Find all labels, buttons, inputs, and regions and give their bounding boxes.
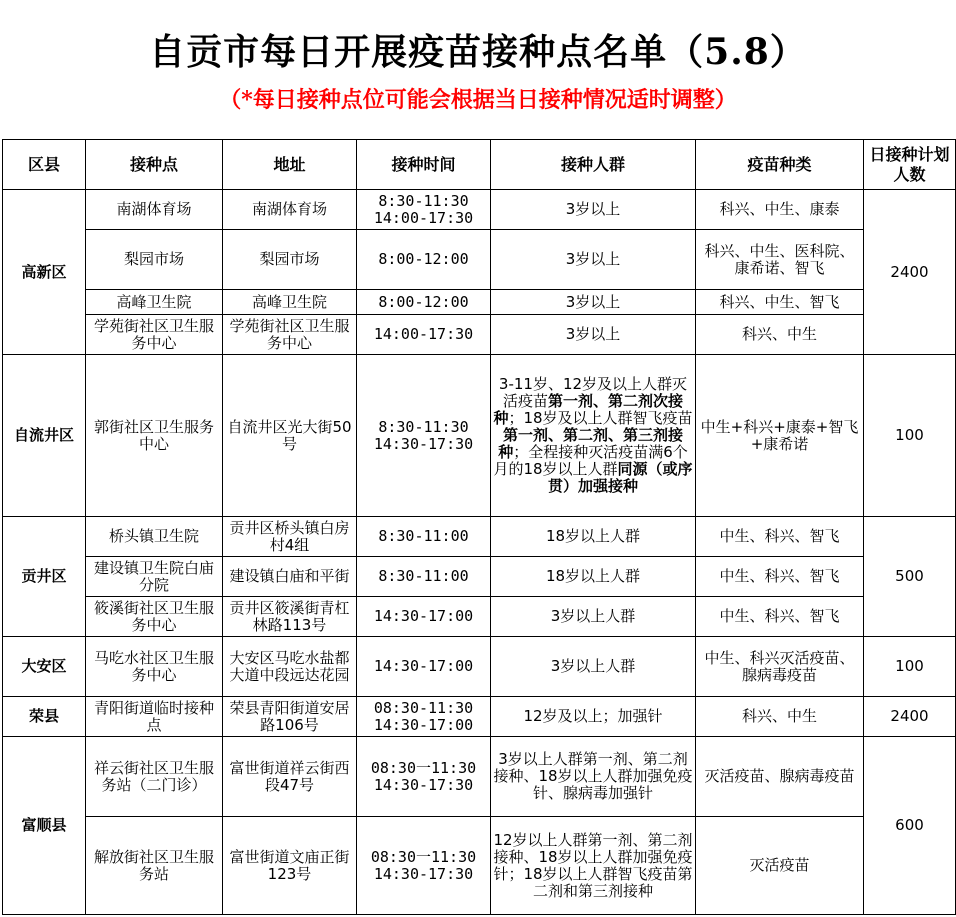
table-row [3,557,956,597]
address-cell: 建设镇白庙和平街 [223,557,357,597]
site-cell: 高峰卫生院 [86,290,223,315]
district-cell: 荣县 [3,697,86,737]
time-cell: 14:30-17:00 [357,597,491,637]
vaccination-schedule-table [2,139,956,915]
address-cell: 富世街道文庙正街123号 [223,817,357,915]
time-cell: 8:00-12:00 [357,230,491,290]
time-cell: 8:30-11:00 [357,517,491,557]
address-cell: 贡井区筱溪街青杠林路113号 [223,597,357,637]
time-cell: 8:30-11:30 14:30-17:30 [357,355,491,517]
plan-cell: 500 [864,517,956,637]
table-row [3,290,956,315]
header-vaccine: 疫苗种类 [696,140,864,190]
crowd-cell: 3岁以上 [491,290,696,315]
table-row [3,517,956,557]
time-cell: 08:30一11:30 14:30-17:30 [357,817,491,915]
vaccine-cell: 科兴、中生、医科院、康希诺、智飞 [696,230,864,290]
address-cell: 南湖体育场 [223,190,357,230]
table-row [3,817,956,915]
plan-cell: 2400 [864,190,956,355]
site-cell: 郭街社区卫生服务中心 [86,355,223,517]
address-cell: 学苑街社区卫生服务中心 [223,315,357,355]
table-row [3,637,956,697]
vaccine-cell: 灭活疫苗 [696,817,864,915]
header-plan: 日接种计划人数 [864,140,956,190]
crowd-cell: 3岁以上 [491,230,696,290]
site-cell: 祥云街社区卫生服务站（二门诊） [86,737,223,817]
vaccine-cell: 科兴、中生、康泰 [696,190,864,230]
plan-cell: 100 [864,637,956,697]
table-header-row [3,140,956,190]
crowd-cell: 18岁以上人群 [491,557,696,597]
header-address: 地址 [223,140,357,190]
vaccine-cell: 科兴、中生 [696,315,864,355]
site-cell: 学苑街社区卫生服务中心 [86,315,223,355]
site-cell: 马吃水社区卫生服务中心 [86,637,223,697]
time-cell: 8:00-12:00 [357,290,491,315]
page-subtitle: （*每日接种点位可能会根据当日接种情况适时调整） [219,87,737,113]
crowd-cell: 12岁及以上；加强针 [491,697,696,737]
district-cell: 高新区 [3,190,86,355]
address-cell: 大安区马吃水盐都大道中段远达花园 [223,637,357,697]
site-cell: 筱溪街社区卫生服务中心 [86,597,223,637]
district-cell: 富顺县 [3,737,86,915]
table-row [3,190,956,230]
site-cell: 青阳街道临时接种点 [86,697,223,737]
address-cell: 贡井区桥头镇白房村4组 [223,517,357,557]
time-cell: 08:30-11:30 14:30-17:00 [357,697,491,737]
address-cell: 自流井区光大街50号 [223,355,357,517]
district-cell: 贡井区 [3,517,86,637]
table-row [3,355,956,517]
vaccine-cell: 灭活疫苗、腺病毒疫苗 [696,737,864,817]
time-cell: 14:00-17:30 [357,315,491,355]
site-cell: 桥头镇卫生院 [86,517,223,557]
site-cell: 梨园市场 [86,230,223,290]
crowd-cell: 3岁以上 [491,315,696,355]
vaccine-cell: 中生、科兴、智飞 [696,557,864,597]
site-cell: 南湖体育场 [86,190,223,230]
address-cell: 高峰卫生院 [223,290,357,315]
site-cell: 解放街社区卫生服务站 [86,817,223,915]
plan-cell: 2400 [864,697,956,737]
address-cell: 荣县青阳街道安居路106号 [223,697,357,737]
vaccine-cell: 科兴、中生 [696,697,864,737]
table-row [3,737,956,817]
vaccine-cell: 中生、科兴、智飞 [696,597,864,637]
district-cell: 大安区 [3,637,86,697]
crowd-cell: 3岁以上人群第一剂、第二剂接种、18岁以上人群加强免疫针、腺病毒加强针 [491,737,696,817]
crowd-cell: 3岁以上人群 [491,597,696,637]
time-cell: 8:30-11:00 [357,557,491,597]
time-cell: 14:30-17:00 [357,637,491,697]
district-cell: 自流井区 [3,355,86,517]
header-site: 接种点 [86,140,223,190]
header-district: 区县 [3,140,86,190]
vaccine-cell: 科兴、中生、智飞 [696,290,864,315]
table-row [3,230,956,290]
crowd-cell: 3岁以上 [491,190,696,230]
page-title: 自贡市每日开展疫苗接种点名单（5.8） [149,31,807,73]
crowd-cell: 3-11岁、12岁及以上人群灭活疫苗第一剂、第二剂次接种；18岁及以上人群智飞疫苗第一剂、第二剂、第三剂接种；全程接种灭活疫苗满6个月的18岁以上人群同源（或序贯）加强接种 [491,355,696,517]
table-row [3,315,956,355]
plan-cell: 600 [864,737,956,915]
time-cell: 8:30-11:30 14:00-17:30 [357,190,491,230]
address-cell: 梨园市场 [223,230,357,290]
table-row [3,597,956,637]
site-cell: 建设镇卫生院白庙分院 [86,557,223,597]
crowd-cell: 3岁以上人群 [491,637,696,697]
header-time: 接种时间 [357,140,491,190]
crowd-cell: 18岁以上人群 [491,517,696,557]
address-cell: 富世街道祥云街西段47号 [223,737,357,817]
crowd-cell: 12岁以上人群第一剂、第二剂接种、18岁以上人群加强免疫针；18岁以上人群智飞疫苗第二剂和第三剂接种 [491,817,696,915]
plan-cell: 100 [864,355,956,517]
table-row [3,697,956,737]
vaccine-cell: 中生、科兴灭活疫苗、腺病毒疫苗 [696,637,864,697]
header-crowd: 接种人群 [491,140,696,190]
time-cell: 08:30一11:30 14:30-17:30 [357,737,491,817]
vaccine-cell: 中生、科兴、智飞 [696,517,864,557]
vaccine-cell: 中生+科兴+康泰+智飞+康希诺 [696,355,864,517]
